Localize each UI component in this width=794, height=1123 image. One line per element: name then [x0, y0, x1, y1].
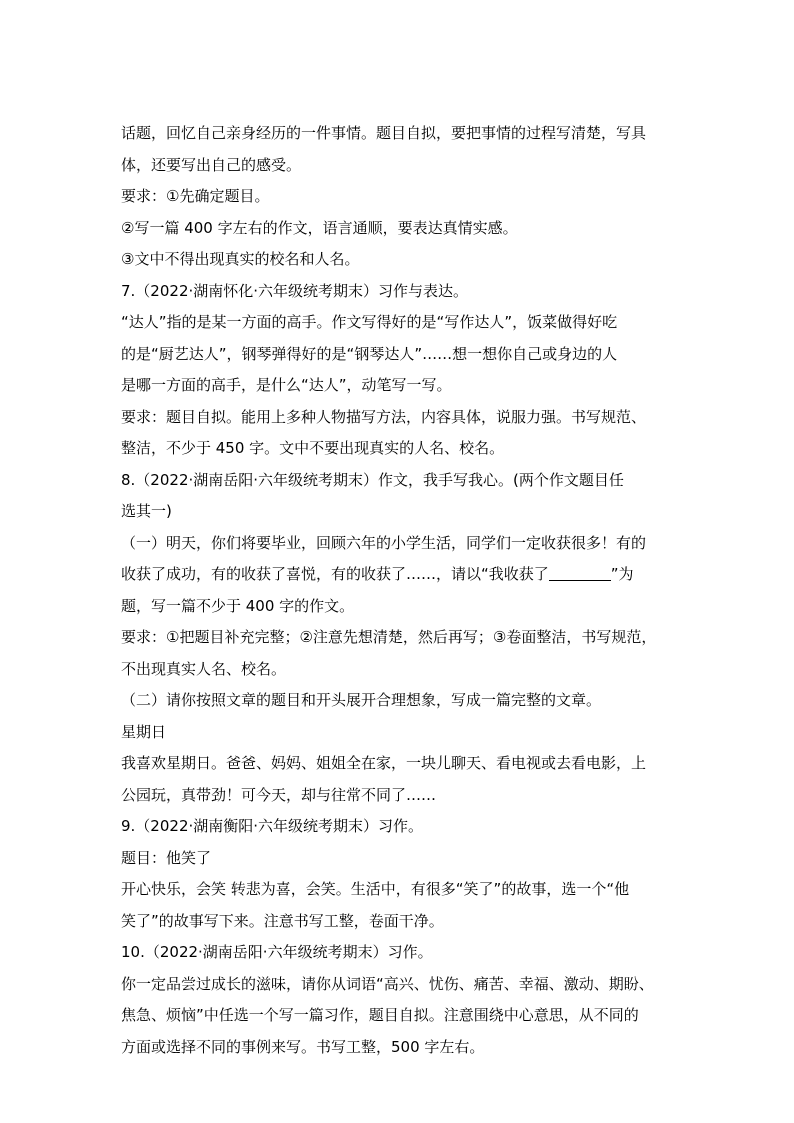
document-page — [121, 118, 681, 1063]
text-line: 你一定品尝过成长的滋味，请你从词语“高兴、忧伤、痛苦、幸福、激动、期盼、 — [121, 974, 654, 993]
text-line: 话题，回忆自己亲身经历的一件事情。题目自拟，要把事情的过程写清楚，写具 — [121, 124, 647, 142]
requirement-line: 要求：①把题目补充完整；②注意先想清楚，然后再写；③卷面整洁，书写规范， — [121, 628, 657, 646]
text-line: “达人”指的是某一方面的高手。作文写得好的是“写作达人”，饭菜做得好吃 — [121, 313, 618, 331]
requirement-line: 不出现真实人名、校名。 — [121, 659, 287, 678]
question-heading-9: 9.（2022·湖南衡阳·六年级统考期末）习作。 — [121, 817, 424, 835]
text-segment: ”为 — [610, 565, 634, 583]
text-line: 开心快乐，会笑 转悲为喜，会笑。生活中，有很多“笑了”的故事，选一个“他 — [121, 880, 630, 898]
text-line: 选其一) — [121, 502, 172, 520]
question-heading-7: 7.（2022·湖南怀化·六年级统考期末）习作与表达。 — [121, 281, 469, 300]
requirement-line: ②写一篇 400 字左右的作文，语言通顺，要表达真情实感。 — [121, 218, 518, 237]
text-line: 体，还要写出自己的感受。 — [121, 155, 302, 174]
text-line: 的是“厨艺达人”，钢琴弹得好的是“钢琴达人”……想一想你自己或身边的人 — [121, 344, 618, 363]
question-heading-8: 8.（2022·湖南岳阳·六年级统考期末）作文，我手写我心。(两个作文题目任 — [121, 470, 624, 489]
text-line: 题，写一篇不少于 400 字的作文。 — [121, 596, 355, 615]
essay-title: 星期日 — [121, 722, 167, 741]
text-line: 焦急、烦恼”中任选一个写一篇习作，题目自拟。注意围绕中心意思，从不同的 — [121, 1006, 639, 1024]
requirement-line: ③文中不得出现真实的校名和人名。 — [121, 250, 360, 268]
text-line-with-blank — [121, 559, 681, 591]
text-line: 题目：他笑了 — [121, 848, 212, 867]
requirement-line: 整洁，不少于 450 字。文中不要出现真实的人名、校名。 — [121, 439, 505, 457]
text-line: 我喜欢星期日。爸爸、妈妈、姐姐全在家，一块儿聊天、看电视或去看电影，上 — [121, 754, 647, 772]
text-segment: 收获了成功，有的收获了喜悦，有的收获了……，请以“我收获了 — [121, 565, 549, 583]
text-line: 方面或选择不同的事例来写。书写工整，500 字左右。 — [121, 1037, 485, 1056]
text-line: （二）请你按照文章的题目和开头展开合理想象，写成一篇完整的文章。 — [121, 691, 602, 709]
question-heading-10: 10.（2022·湖南岳阳·六年级统考期末）习作。 — [121, 943, 433, 961]
requirement-line: 要求：①先确定题目。 — [121, 187, 270, 205]
fill-in-blank — [549, 565, 611, 581]
text-line: 笑了”的故事写下来。注意书写工整，卷面干净。 — [121, 911, 444, 930]
text-line: 公园玩，真带劲！可今天，却与往常不同了…… — [121, 785, 437, 804]
requirement-line: 要求：题目自拟。能用上多种人物描写方法，内容具体，说服力强。书写规范、 — [121, 407, 647, 426]
text-line: 是哪一方面的高手，是什么“达人”，动笔写一写。 — [121, 376, 452, 394]
text-line: （一）明天，你们将要毕业，回顾六年的小学生活，同学们一定收获很多！有的 — [121, 533, 647, 552]
